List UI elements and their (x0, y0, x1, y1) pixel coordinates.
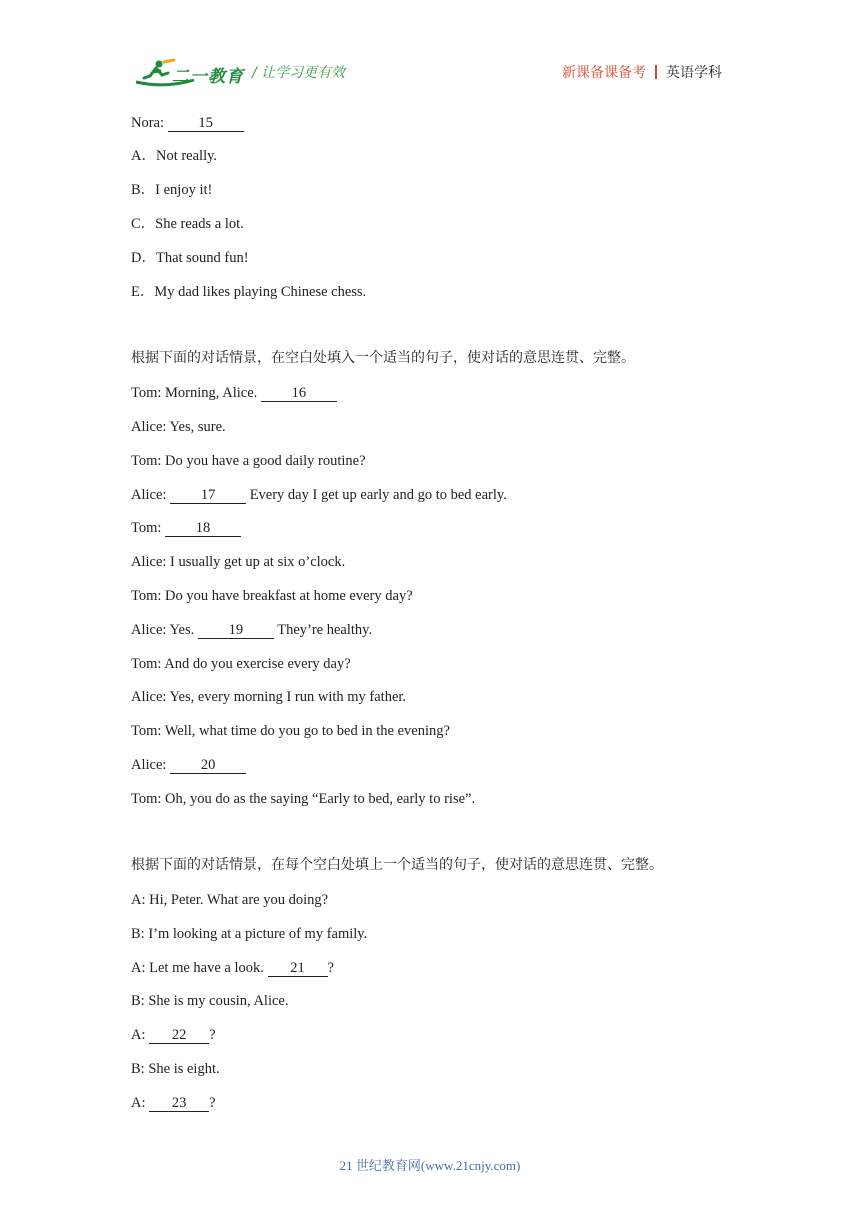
dialog-line (131, 1094, 216, 1112)
answer-blank: 22 (149, 1028, 209, 1044)
answer-blank: 21 (268, 961, 328, 977)
option-c: C．She reads a lot. (131, 216, 244, 232)
dialog-line: Alice: Yes, sure. (131, 419, 226, 435)
dialog-text: A: Let me have a look. (131, 960, 268, 976)
dialog-line: Tom: Well, what time do you go to bed in the evening? (131, 723, 450, 739)
dialog-line (131, 519, 241, 537)
answer-blank: 19 (198, 623, 274, 639)
speaker-text: Nora: (131, 115, 168, 131)
header-subject: 英语学科 (666, 65, 722, 81)
dialog-line: A: Hi, Peter. What are you doing? (131, 892, 329, 908)
dialog-line: B: She is my cousin, Alice. (131, 993, 289, 1009)
logo-text: 二一教育 (172, 67, 244, 87)
header-right-label: 新课备课备考 (562, 65, 646, 81)
dialog-line (131, 1026, 216, 1044)
page-header (0, 0, 860, 100)
option-b: B．I enjoy it! (131, 182, 213, 198)
dialog-line: Tom: Oh, you do as the saying “Early to bed, early to rise”. (131, 791, 476, 807)
dialog-text: ? (327, 960, 334, 976)
dialog-line (131, 114, 244, 132)
dialog-line: B: She is eight. (131, 1061, 220, 1077)
dialog-line (131, 621, 372, 639)
section-instruction: 根据下面的对话情景，在每个空白处填上一个适当的句子，使对话的意思连贯、完整。 (131, 857, 663, 873)
dialog-line: Tom: Do you have a good daily routine? (131, 453, 366, 469)
dialog-line (131, 756, 246, 774)
section-instruction: 根据下面的对话情景，在空白处填入一个适当的句子，使对话的意思连贯、完整。 (131, 350, 635, 366)
option-e: E．My dad likes playing Chinese chess. (131, 284, 367, 300)
answer-blank: 15 (168, 116, 244, 132)
dialog-line (131, 959, 334, 977)
dialog-text: Alice: (131, 487, 171, 503)
dialog-line (131, 384, 337, 402)
dialog-text: Alice: Yes. (131, 622, 198, 638)
answer-blank: 23 (149, 1096, 209, 1112)
dialog-line: Tom: Do you have breakfast at home every day? (131, 588, 413, 604)
dialog-line: Alice: Yes, every morning I run with my father. (131, 689, 407, 705)
dialog-text: They’re healthy. (273, 622, 373, 638)
dialog-text: A: (131, 1095, 150, 1111)
header-slogan: / 让学习更有效 (252, 65, 346, 81)
dialog-text: ? (209, 1095, 216, 1111)
dialog-text: Tom: (131, 520, 166, 536)
dialog-text: Alice: (131, 757, 171, 773)
page-footer: 21 世纪教育网(www.21cnjy.com) (339, 1158, 521, 1173)
dialog-line (131, 486, 507, 504)
option-d: D．That sound fun! (131, 250, 249, 266)
dialog-text: Tom: Morning, Alice. (131, 385, 261, 401)
dialog-text: ? (209, 1027, 216, 1043)
option-a: A．Not really. (131, 148, 218, 164)
answer-blank: 20 (170, 758, 246, 774)
dialog-text: A: (131, 1027, 150, 1043)
dialog-line: B: I’m looking at a picture of my family. (131, 926, 368, 942)
dialog-text: Every day I get up early and go to bed early. (246, 487, 507, 503)
dialog-line: Tom: And do you exercise every day? (131, 656, 351, 672)
header-divider (655, 65, 657, 79)
header-right (562, 62, 722, 82)
answer-blank: 16 (261, 386, 337, 402)
answer-blank: 17 (170, 488, 246, 504)
dialog-line: Alice: I usually get up at six o’clock. (131, 554, 346, 570)
answer-blank: 18 (165, 521, 241, 537)
